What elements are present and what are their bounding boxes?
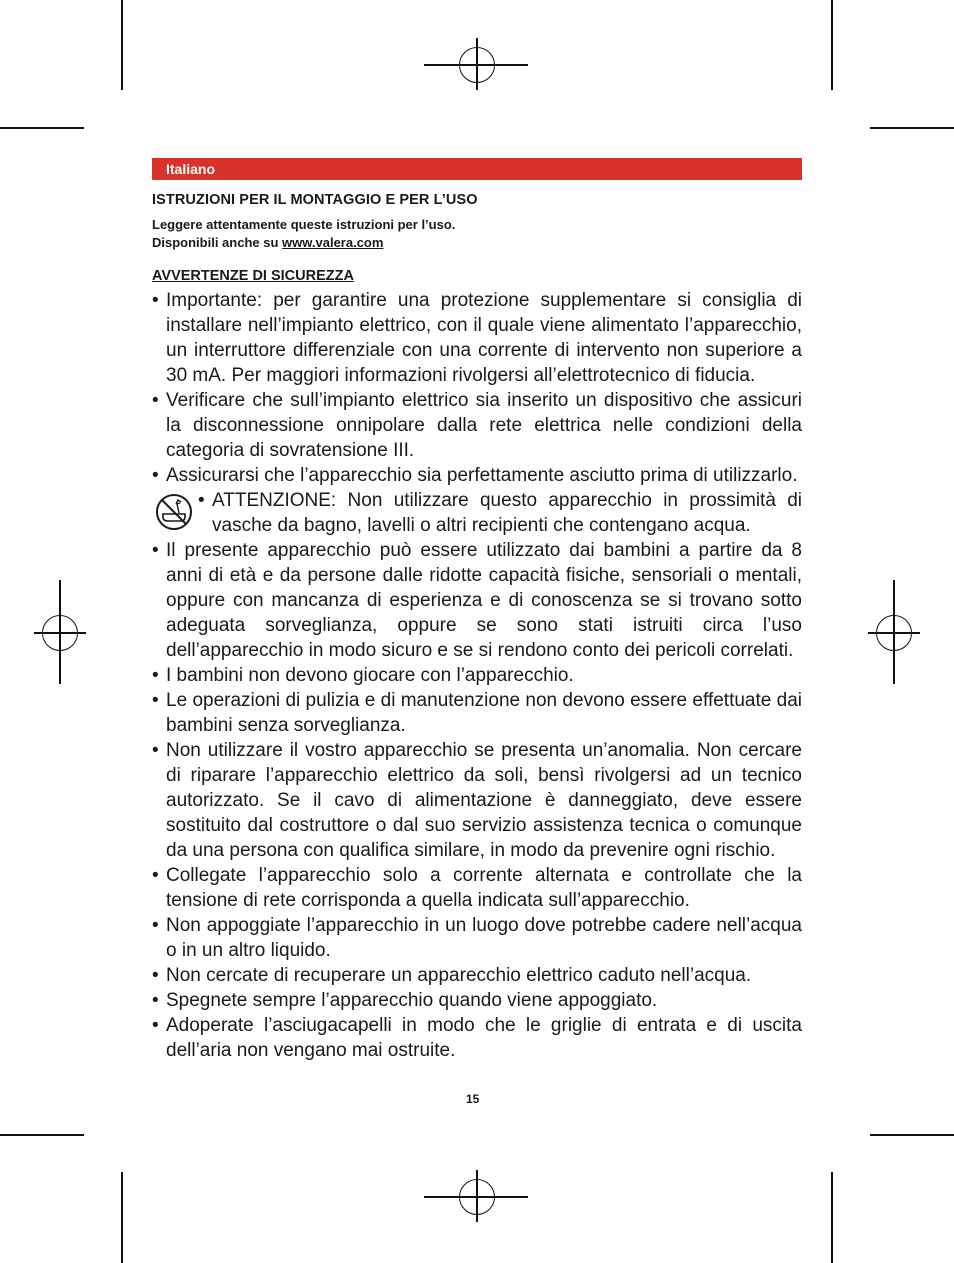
registration-mark-circle <box>42 615 78 651</box>
bullet: • <box>152 915 159 936</box>
bullet: • <box>152 965 159 986</box>
list-item <box>152 1013 802 1063</box>
availability-prefix: Disponibili anche su <box>152 235 283 250</box>
bullet: • <box>152 665 159 686</box>
item-text: Spegnete sempre l’apparecchio quando viene appoggiato. <box>166 990 658 1011</box>
item-text: Verificare che sull’impianto elettrico sia inserito un dispositivo che assicuri la disconnessione onnipolare dalla rete elettrica nelle condizioni della categoria di sovratensione III. <box>166 390 802 461</box>
list-item <box>152 913 802 963</box>
item-text: Le operazioni di pulizia e di manutenzione non devono essere effettuate dai bambini senza sorveglianza. <box>166 690 802 736</box>
list-item <box>152 288 802 388</box>
registration-mark-circle <box>876 615 912 651</box>
crop-mark <box>0 127 84 129</box>
item-text: Collegate l’apparecchio solo a corrente alternata e controllate che la tensione di rete corrisponda a quella indicata sull’apparecchio. <box>166 865 802 911</box>
bullet: • <box>152 865 159 886</box>
safety-list <box>152 288 802 1063</box>
crop-mark <box>0 1134 84 1136</box>
list-item <box>152 388 802 463</box>
list-item <box>152 463 802 488</box>
crop-mark <box>121 1172 123 1263</box>
item-text: Non cercate di recuperare un apparecchio elettrico caduto nell’acqua. <box>166 965 752 986</box>
availability-line <box>152 234 802 252</box>
item-text: Il presente apparecchio può essere utilizzato dai bambini a partire da 8 anni di età e da persone dalle ridotte capacità fisiche, sensoriali o mentali, oppure con mancanza di esperienza e di conoscenza se si trovano sotto adeguata sorveglianza, oppure se sono stati istruiti circa l’uso dell’apparecchio in modo sicuro e se si rendono conto dei pericoli correlati. <box>166 540 802 661</box>
item-text: Adoperate l’asciugacapelli in modo che le griglie di entrata e di uscita dell’aria non vengano mai ostruite. <box>166 1015 802 1061</box>
crop-mark <box>831 0 833 90</box>
crop-mark <box>121 0 123 90</box>
section-title: AVVERTENZE DI SICUREZZA <box>152 268 354 284</box>
bullet: • <box>152 540 159 561</box>
document-header <box>152 192 802 252</box>
item-text: I bambini non devono giocare con l’apparecchio. <box>166 665 574 686</box>
read-instructions-line: Leggere attentamente queste istruzioni per l’uso. <box>152 217 456 232</box>
list-item <box>152 663 802 688</box>
list-item <box>152 738 802 863</box>
bullet: • <box>152 740 159 761</box>
list-item <box>152 988 802 1013</box>
item-text: Assicurarsi che l’apparecchio sia perfettamente asciutto prima di utilizzarlo. <box>166 465 798 486</box>
crop-mark <box>831 1172 833 1263</box>
bullet: • <box>152 465 159 486</box>
bullet: • <box>198 490 205 511</box>
bullet: • <box>152 390 159 411</box>
language-bar: Italiano <box>152 158 802 180</box>
list-item <box>152 688 802 738</box>
page-number: 15 <box>466 1092 480 1106</box>
list-item <box>152 963 802 988</box>
item-text: ATTENZIONE: Non utilizzare questo apparecchio in prossimità di vasche da bagno, lavelli o altri recipienti che contengano acqua. <box>212 490 802 536</box>
bullet: • <box>152 290 159 311</box>
crop-mark <box>870 1134 954 1136</box>
bullet: • <box>152 1015 159 1036</box>
list-item <box>152 863 802 913</box>
document-subtitle <box>152 216 802 252</box>
list-item <box>152 538 802 663</box>
bullet: • <box>152 990 159 1011</box>
website-link[interactable]: www.valera.com <box>282 235 384 250</box>
item-text: Importante: per garantire una protezione supplementare si consiglia di installare nell’impianto elettrico, con il quale viene alimentato l’apparecchio, un interruttore differenziale con una corrente di intervento non superiore a 30 mA. Per maggiori informazioni rivolgersi all’elettrotecnico di fiducia. <box>166 290 802 386</box>
document-title: ISTRUZIONI PER IL MONTAGGIO E PER L’USO <box>152 192 478 208</box>
bullet: • <box>152 690 159 711</box>
crop-mark <box>870 127 954 129</box>
item-text: Non appoggiate l’apparecchio in un luogo dove potrebbe cadere nell’acqua o in un altro liquido. <box>166 915 802 961</box>
registration-mark-circle <box>459 47 495 83</box>
registration-mark-circle <box>459 1179 495 1215</box>
no-bathtub-warning-icon <box>154 492 194 532</box>
item-text: Non utilizzare il vostro apparecchio se presenta un’anomalia. Non cercare di riparare l’apparecchio elettrico da soli, bensì rivolgersi ad un tecnico autorizzato. Se il cavo di alimentazione è danneggiato, deve essere sostituito dal costruttore o dal suo servizio assistenza tecnica o comunque da una persona con qualifica similare, in modo da prevenire ogni rischio. <box>166 740 802 861</box>
warning-list-item <box>152 488 802 538</box>
